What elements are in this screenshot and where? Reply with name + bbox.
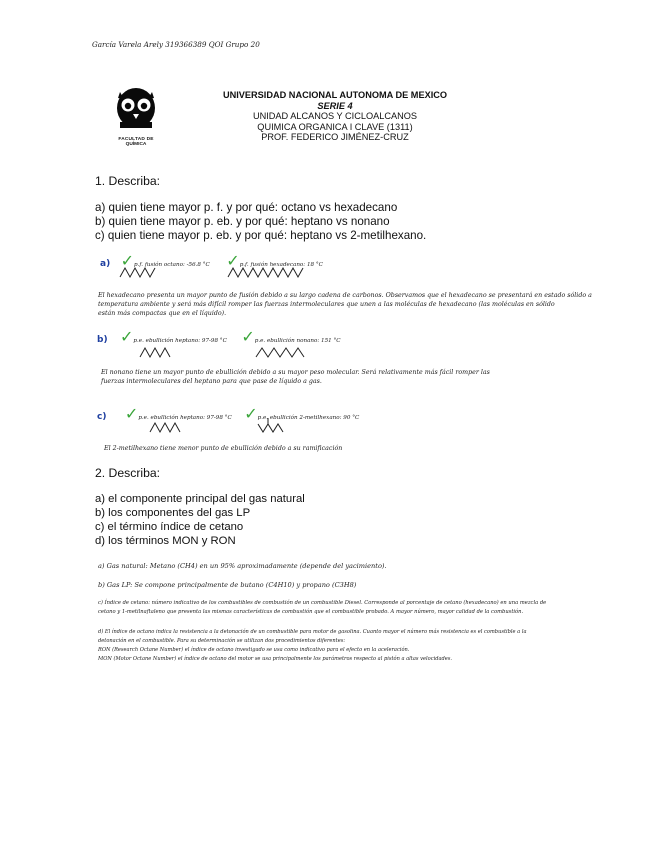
professor-name: PROF. FEDERICO JIMÉNEZ-CRUZ — [261, 132, 409, 143]
methylhexane-structure — [258, 418, 288, 434]
answer-2d-line2: detonación en el combustible. Para su determinación se utilizan dos procedimientos diferentes: — [98, 638, 346, 644]
q2-item-d: d) los términos MON y RON — [95, 535, 236, 547]
answer-1a-text2: temperatura ambiente y será más difícil romper las fuerzas intermoleculares que unen a las moléculas de hexadecano (las moléculas en sólido — [98, 301, 555, 308]
faculty-logo — [108, 86, 164, 146]
q2-item-c: c) el término índice de cetano — [95, 521, 244, 533]
nonane-structure — [256, 345, 306, 359]
answer-2d-line3: RON (Research Octane Number) el índice de octano investigado se usa como indicativo para el efecto en la aceleración. — [98, 647, 410, 653]
heptane-structure-c — [150, 420, 186, 434]
answer-1c-text1: El 2-metilhexano tiene menor punto de ebullición debido a su ramificación — [104, 445, 343, 452]
answer-1c-label1: p.e. ebullición heptano: 97-98 °C — [138, 415, 232, 421]
answer-2c-line1: c) Índice de cetano: número indicativo de los combustibles de combustión de un combustible Diesel. Corresponde al porcentaje de cetano (hexadecano) en una mezcla de — [98, 600, 547, 606]
answer-1c-header — [97, 404, 359, 424]
answer-1c-label2: p.e. ebullición 2-metilhexano: 90 °C — [257, 415, 360, 421]
q1-item-a: a) quien tiene mayor p. f. y por qué: octano vs hexadecano — [95, 201, 398, 214]
q2-title: 2. Describa: — [95, 466, 161, 480]
answer-1b-label1: p.e. ebullición heptano: 97-98 °C — [133, 338, 227, 344]
owl-icon — [108, 86, 164, 132]
octane-structure — [120, 265, 160, 279]
check-icon: ✓ — [244, 404, 258, 423]
q1-item-b: b) quien tiene mayor p. eb. y por qué: heptano vs nonano — [95, 215, 390, 228]
logo-line2: QUÍMICA — [125, 142, 147, 147]
check-icon: ✓ — [124, 404, 139, 423]
answer-1b-header — [97, 327, 341, 347]
logo-line1: FACULTAD DE — [118, 137, 154, 142]
answer-1a-text1: El hexadecano presenta un mayor punto de fusión debido a su largo cadena de carbonos. Observamos que el hexadecano se presentará en estado sólido a — [98, 292, 592, 299]
university-name: UNIVERSIDAD NACIONAL AUTONOMA DE MEXICO — [222, 90, 448, 100]
answer-1b-letter: b) — [97, 335, 108, 345]
hexadecane-structure — [228, 265, 308, 279]
answer-1a-text3: están más compactas que en el líquido). — [98, 310, 227, 317]
answer-1b-label2: p.e. ebullición nonano: 151 °C — [254, 338, 341, 344]
unit-title: UNIDAD ALCANOS Y CICLOALCANOS — [252, 111, 418, 122]
q1-title: 1. Describa: — [95, 174, 161, 188]
heptane-structure — [140, 345, 176, 359]
answer-1a-label2: p.f. fusión hexadecano: 18 °C — [239, 262, 323, 268]
q1-item-c: c) quien tiene mayor p. eb. y por qué: heptano vs 2-metilhexano. — [95, 229, 427, 242]
answer-1c-letter: c) — [97, 412, 107, 422]
serie-title: SERIE 4 — [317, 100, 353, 111]
q2-item-b: b) los componentes del gas LP — [95, 507, 251, 519]
check-icon: ✓ — [226, 251, 240, 270]
answer-1a-letter: a) — [100, 259, 111, 269]
q2-item-a: a) el componente principal del gas natural — [95, 493, 305, 505]
answer-2d-line1: d) El índice de octano indica la resistencia a la detonación de un combustible para motor de gasolina. Cuanto mayor el número más resistencia es el combustible a la — [98, 629, 527, 635]
answer-2a: a) Gas natural: Metano (CH4) en un 95% aproximadamente (depende del yacimiento). — [98, 562, 387, 570]
answer-2d-line4: MON (Motor Octane Number) el índice de octano del motor se usa principalmente los parámetros respecto al pistón a altas velocidades. — [98, 656, 453, 662]
check-icon: ✓ — [241, 327, 255, 346]
answer-2b: b) Gas LP: Se compone principalmente de butano (C4H10) y propano (C3H8) — [98, 581, 357, 589]
answer-2c-line2: cetano y 1-metilnaftaleno que presenta las mismas características de combustión que el combustible probado. A mayor número, mayor calidad de la combustión. — [98, 609, 524, 615]
answer-1a-label1: p.f. fusión octano: -56.8 °C — [134, 262, 210, 268]
check-icon: ✓ — [120, 251, 135, 270]
course-title: QUIMICA ORGANICA I CLAVE (1311) — [257, 121, 413, 132]
document-header — [200, 90, 470, 143]
answer-1b-text1: El nonano tiene un mayor punto de ebullición debido a su mayor peso molecular. Será relativamente más fácil romper las — [101, 369, 490, 376]
check-icon: ✓ — [120, 327, 134, 346]
answer-1b-text2: fuerzas intermoleculares del heptano para que pase de líquido a gas. — [101, 378, 322, 385]
student-header: García Varela Arely 319366389 QOI Grupo 20 — [92, 40, 260, 49]
